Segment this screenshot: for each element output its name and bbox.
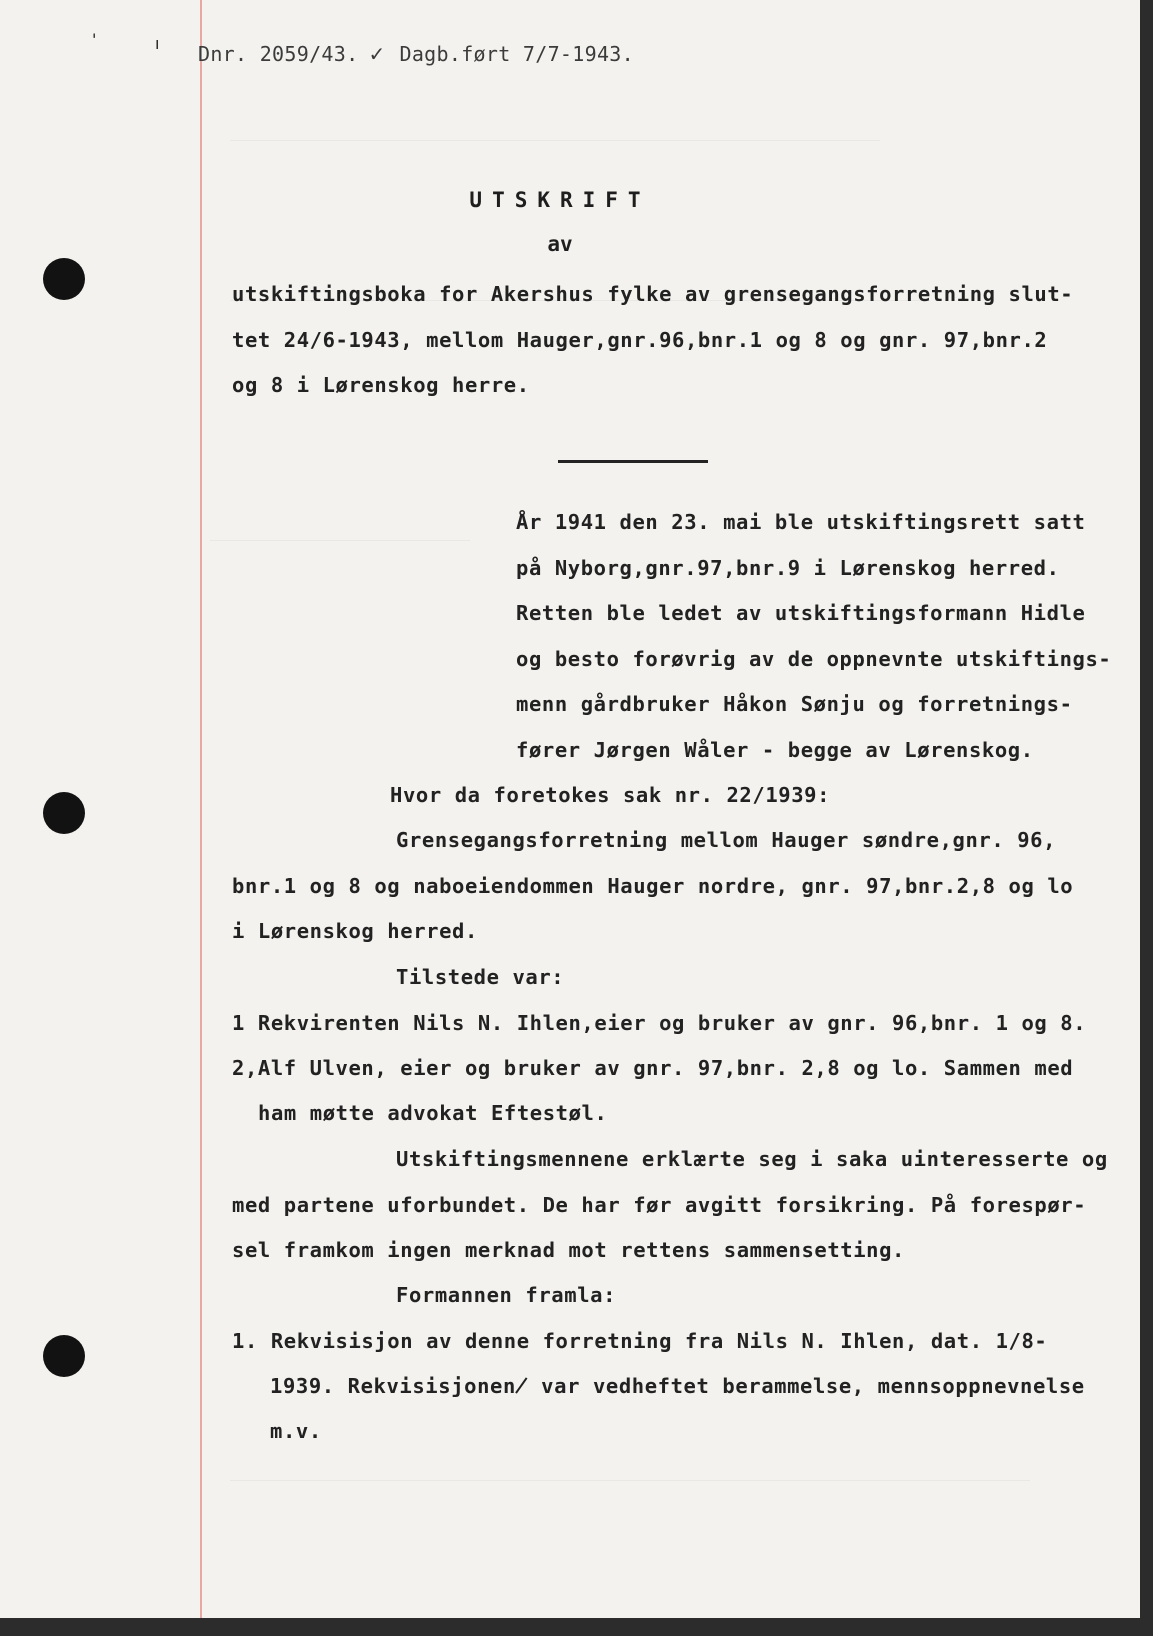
diary-entry-date: Dagb.ført 7/7-1943.: [399, 42, 634, 66]
body-line: Hvor da foretokes sak nr. 22/1939:: [390, 783, 831, 807]
intro-line: og 8 i Lørenskog herre.: [232, 373, 530, 397]
body-line: Utskiftingsmennene erklærte seg i saka uinteresserte og: [396, 1147, 1108, 1171]
body-line: med partene uforbundet. De har før avgitt forsikring. På forespør-: [232, 1193, 1087, 1217]
intro-line: tet 24/6-1943, mellom Hauger,gnr.96,bnr.1 og 8 og gnr. 97,bnr.2: [232, 328, 1048, 352]
section-divider: [558, 460, 708, 463]
punch-hole-bottom: [43, 1335, 85, 1377]
body-line: ham møtte advokat Eftestøl.: [258, 1101, 608, 1125]
bleed-through-line: [230, 1480, 1030, 1481]
body-line: 1. Rekvisisjon av denne forretning fra Nils N. Ihlen, dat. 1/8-: [232, 1329, 1048, 1353]
indented-line: fører Jørgen Wåler - begge av Lørenskog.: [516, 738, 1034, 762]
document-title: UTSKRIFT: [469, 188, 651, 212]
bleed-through-line: [210, 540, 470, 541]
check-mark-icon: ✓: [368, 42, 386, 66]
body-line: 2,Alf Ulven, eier og bruker av gnr. 97,bnr. 2,8 og lo. Sammen med: [232, 1056, 1074, 1080]
body-line: i Lørenskog herred.: [232, 919, 478, 943]
bleed-through-line: [230, 140, 880, 141]
body-line: Grensegangsforretning mellom Hauger søndre,gnr. 96,: [396, 828, 1057, 852]
body-line: 1 Rekvirenten Nils N. Ihlen,eier og bruker av gnr. 96,bnr. 1 og 8.: [232, 1011, 1087, 1035]
punch-hole-top: [43, 258, 85, 300]
indented-line: menn gårdbruker Håkon Sønju og forretnings-: [516, 692, 1073, 716]
punch-hole-middle: [43, 792, 85, 834]
body-line: sel framkom ingen merknad mot rettens sammensetting.: [232, 1238, 905, 1262]
document-subtitle: av: [547, 232, 573, 256]
intro-line: utskiftingsboka for Akershus fylke av grensegangsforretning slut-: [232, 282, 1074, 306]
corner-mark-2: ı: [155, 34, 160, 53]
body-line: bnr.1 og 8 og naboeiendommen Hauger nordre, gnr. 97,bnr.2,8 og lo: [232, 874, 1074, 898]
indented-line: År 1941 den 23. mai ble utskiftingsrett satt: [516, 510, 1086, 534]
body-line: 1939. Rekvisisjonen̸ var vedheftet berammelse, mennsoppnevnelse: [270, 1374, 1085, 1398]
indented-line: og besto forøvrig av de oppnevnte utskiftings-: [516, 647, 1112, 671]
body-line: Formannen framla:: [396, 1283, 617, 1307]
indented-line: Retten ble ledet av utskiftingsformann Hidle: [516, 601, 1086, 625]
margin-line: [200, 0, 202, 1618]
body-line: Tilstede var:: [396, 965, 565, 989]
journal-number: Dnr. 2059/43.: [198, 42, 359, 66]
indented-line: på Nyborg,gnr.97,bnr.9 i Lørenskog herred.: [516, 556, 1060, 580]
body-line: m.v.: [270, 1419, 322, 1443]
journal-header: [198, 42, 634, 66]
corner-mark-1: ': [92, 30, 97, 49]
